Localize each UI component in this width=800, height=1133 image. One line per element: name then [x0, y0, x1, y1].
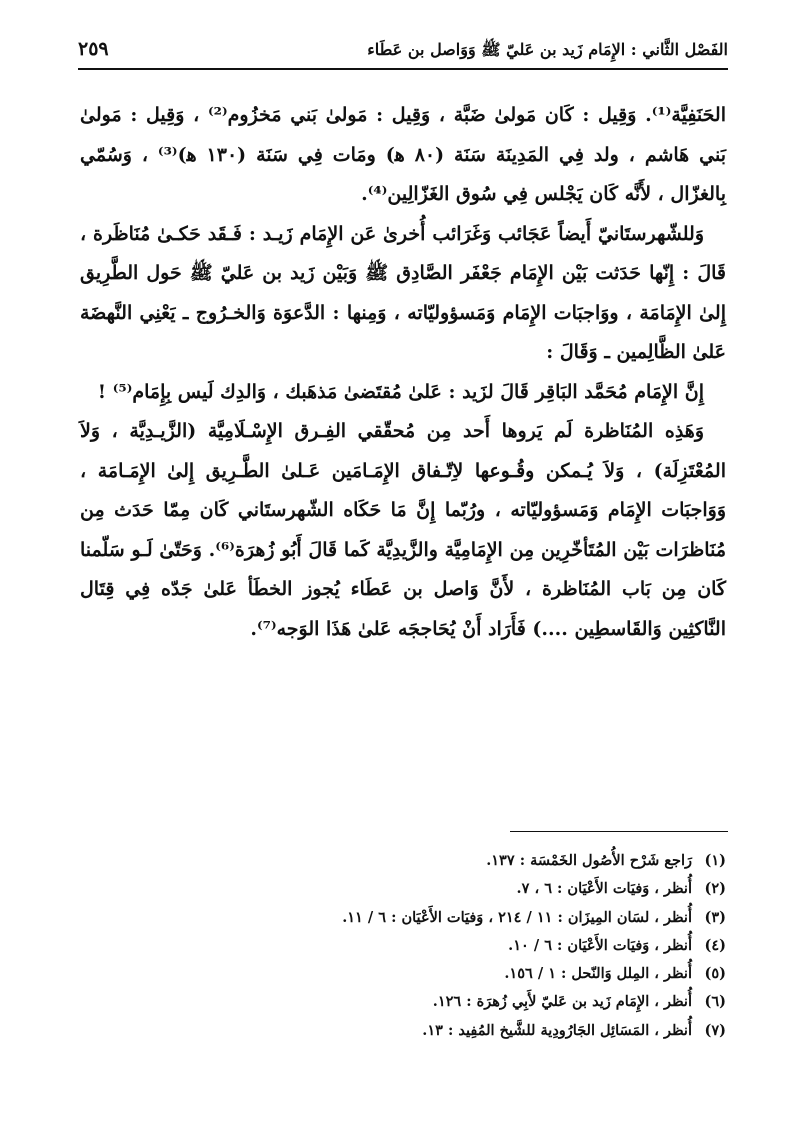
footnote — [80, 937, 726, 965]
paragraph-4: وَهَذِه المُنَاظرة لَم يَروها أَحد مِن مُحقّقي الفِـرق الإِسْـلَامِيَّة (الزَّيـدِيَّة ، وَلاَ المُعْتَزِلَة) ، وَلاَ يُـمكن وقُـوعها لاِتّـفاق الإِمَـامَين عَـلىٰ الطَّـرِيق إِلىٰ الإِمَـامَة ، وَوَاجبَات الإِمَام وَمَسؤوليّاته ، ورُبّما إِنَّ مَا حَكَاه الشّهرستَاني كَان مِمّا حَدَث مِن مُنَاظرَات بَيْن المُتَأخّرِين مِن الإِمَامِيَّة والزَّيدِيَّة كَما قَالَ أَبُو زُهرَة⁽⁶⁾. وَحَتّىٰ لَـو سَلّمنا كَان مِن بَاب المُنَاظرة ، لأَنَّ وَاصل بن عَطَاء يُجوز الخطَأ عَلىٰ جَدّه فِي قِتَال النَّاكثِين وَالقَاسطِين ....) فَأَرَاد أَنْ يُحَاججَه عَلىٰ هَذَا الوَجه⁽⁷⁾. — [80, 420, 726, 640]
page-header — [78, 38, 728, 70]
footnote-text: أُنظر ، الإِمَام زَيد بن عَليّ لأَبِي زُهرَة : ١٢٦. — [432, 993, 692, 1011]
footnote-number: (٧) — [704, 1021, 726, 1039]
footnote-number: (١) — [704, 852, 726, 869]
footnote-text: رَاجع شَرْح الأُصُول الخَمْسَة : ١٣٧. — [486, 852, 692, 869]
footnote — [80, 993, 726, 1021]
footnote — [80, 909, 726, 937]
footnote-number: (٤) — [704, 936, 726, 954]
footnote-divider — [510, 831, 728, 832]
paragraph-1: الحَنَفِيَّة⁽¹⁾. وَقِيل : كَان مَولىٰ ضَبَّة ، وَقِيل : مَولىٰ بَني مَخزُوم⁽²⁾ ، وَقِيل : مَولىٰ بَني هَاشم ، ولد فِي المَدِينَة سَنَة (٨٠ ﻫ) ومَات فِي سَنَة (١٣٠ ﻫ)⁽³⁾ ، وَسُمّي بِالغزّال ، لأَنَّه كَان يَجْلس فِي سُوق الغَزّالِين⁽⁴⁾. — [80, 104, 726, 205]
page-number: ٢٥٩ — [78, 38, 109, 60]
footnote-text: أُنظر ، المِلل وَالنّحل : ١ / ١٥٦. — [504, 965, 692, 983]
footnote-number: (٦) — [704, 993, 726, 1011]
footnote — [80, 1022, 726, 1050]
footnote — [80, 880, 726, 908]
paragraph-3: إِنَّ الإِمَام مُحَمَّد البَاقِر قَالَ لزَيد : عَلىٰ مُقتَضىٰ مَذهَبك ، وَالدِك لَيس بِإِمَام⁽⁵⁾ ! — [97, 380, 704, 403]
footnote-text: أُنظر ، المَسَائِل الجَارُودِية للشَّيخ المُفِيد : ١٣. — [422, 1021, 692, 1039]
footnote-number: (٥) — [704, 965, 726, 983]
footnotes — [80, 852, 726, 1050]
footnote-text: أُنظر ، وَفيَات الأَعْيَان : ٦ / ١٠. — [508, 936, 692, 954]
footnote-text: أُنظر ، وَفيَات الأَعْيَان : ٦ ، ٧. — [516, 880, 692, 898]
footnote-number: (٣) — [704, 908, 726, 926]
footnote — [80, 852, 726, 880]
main-text — [80, 96, 726, 649]
running-title: الفَصْل الثَّاني : الإِمَام زَيد بن عَليّ ﷺ وَوَاصل بن عَطَاء — [367, 40, 728, 59]
footnote-number: (٢) — [704, 880, 726, 898]
paragraph-2: وَللشّهرستَانيّ أَيضاً عَجَائب وَغَرَائب أُخرىٰ عَن الإِمَام زَيـد : فَـقَد حَكـىٰ مُنَاظَرة ، قَالَ : إِنّها حَدَثت بَيْن الإِمَام جَعْفَر الصَّادِق ﷺ وَبَيْن زَيد بن عَليّ ﷺ حَول الطَّرِيق إِلىٰ الإِمَامَة ، ووَاجبَات الإِمَام وَمَسؤوليّاته ، وَمِنها : الدَّعوَة وَالخـرُوج ـ يَعْنِي النَّهضَة عَلىٰ الظَّالِمين ـ وَقَالَ : — [80, 222, 726, 363]
footnote-text: أُنظر ، لسَان المِيزَان : ١١ / ٢١٤ ، وَفيَات الأَعْيَان : ٦ / ١١. — [342, 908, 692, 926]
footnote — [80, 965, 726, 993]
